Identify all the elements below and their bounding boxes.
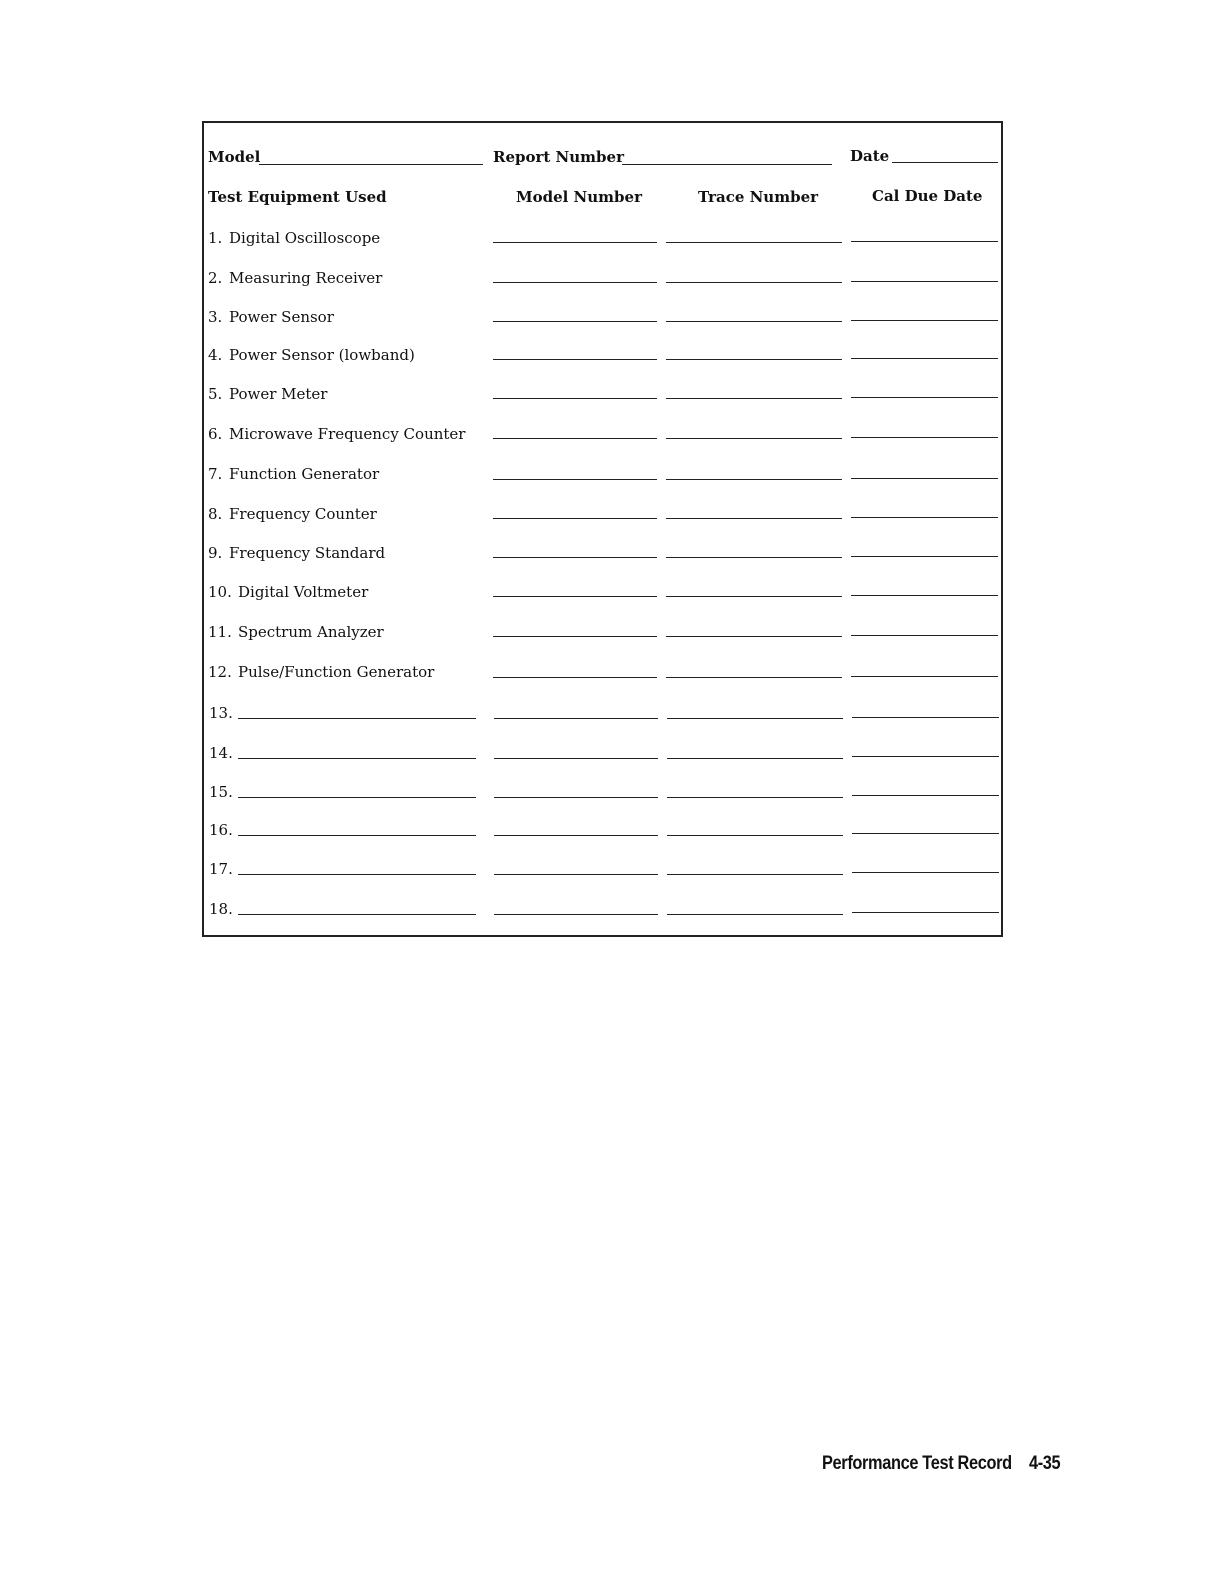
row-number: 13. <box>209 704 233 722</box>
cal-due-date-blank[interactable] <box>851 556 998 557</box>
model-number-blank[interactable] <box>494 758 658 759</box>
row-number: 12. <box>208 663 232 681</box>
equipment-name: Microwave Frequency Counter <box>229 425 466 443</box>
equipment-name-blank[interactable] <box>238 758 476 759</box>
row-number: 7. <box>208 465 223 483</box>
row-number: 11. <box>208 623 232 641</box>
cal-due-date-blank[interactable] <box>852 833 999 834</box>
equipment-name: Frequency Counter <box>229 505 377 523</box>
equipment-name-blank[interactable] <box>238 835 476 836</box>
trace-number-blank[interactable] <box>666 438 842 439</box>
model-label: Model <box>208 148 261 166</box>
row-number: 2. <box>208 269 223 287</box>
equipment-name: Power Sensor <box>229 308 334 326</box>
cal-due-date-blank[interactable] <box>852 756 999 757</box>
equipment-name-blank[interactable] <box>238 718 476 719</box>
equipment-name: Frequency Standard <box>229 544 386 562</box>
row-number: 18. <box>209 900 233 918</box>
trace-number-blank[interactable] <box>667 874 843 875</box>
cal-due-date-blank[interactable] <box>851 595 998 596</box>
row-number: 10. <box>208 583 232 601</box>
trace-number-blank[interactable] <box>666 636 842 637</box>
report-number-label: Report Number <box>493 148 624 166</box>
trace-number-blank[interactable] <box>666 282 842 283</box>
model-number-blank[interactable] <box>493 518 657 519</box>
model-number-blank[interactable] <box>493 677 657 678</box>
report-number-blank[interactable] <box>622 164 832 165</box>
row-number: 6. <box>208 425 223 443</box>
column-heading-model-number: Model Number <box>516 188 642 206</box>
model-number-blank[interactable] <box>494 874 658 875</box>
cal-due-date-blank[interactable] <box>851 397 998 398</box>
trace-number-blank[interactable] <box>667 718 843 719</box>
row-number: 17. <box>209 860 233 878</box>
row-number: 14. <box>209 744 233 762</box>
page-footer <box>822 1453 1060 1475</box>
equipment-name-blank[interactable] <box>238 914 476 915</box>
equipment-name: Digital Voltmeter <box>238 583 369 601</box>
cal-due-date-blank[interactable] <box>852 872 999 873</box>
date-blank[interactable] <box>892 162 998 163</box>
model-number-blank[interactable] <box>493 636 657 637</box>
model-number-blank[interactable] <box>493 242 657 243</box>
column-heading-trace-number: Trace Number <box>698 188 819 206</box>
trace-number-blank[interactable] <box>667 835 843 836</box>
row-number: 3. <box>208 308 223 326</box>
cal-due-date-blank[interactable] <box>851 437 998 438</box>
model-number-blank[interactable] <box>493 282 657 283</box>
cal-due-date-blank[interactable] <box>851 517 998 518</box>
column-heading-cal-due-date: Cal Due Date <box>872 187 983 205</box>
equipment-name: Spectrum Analyzer <box>238 623 384 641</box>
equipment-name-blank[interactable] <box>238 797 476 798</box>
trace-number-blank[interactable] <box>667 758 843 759</box>
equipment-name: Power Sensor (lowband) <box>229 346 415 364</box>
equipment-name: Pulse/Function Generator <box>238 663 435 681</box>
cal-due-date-blank[interactable] <box>852 717 999 718</box>
cal-due-date-blank[interactable] <box>851 635 998 636</box>
equipment-name: Digital Oscilloscope <box>229 229 381 247</box>
trace-number-blank[interactable] <box>666 359 842 360</box>
row-number: 5. <box>208 385 223 403</box>
cal-due-date-blank[interactable] <box>851 281 998 282</box>
cal-due-date-blank[interactable] <box>851 358 998 359</box>
cal-due-date-blank[interactable] <box>852 795 999 796</box>
trace-number-blank[interactable] <box>666 677 842 678</box>
model-number-blank[interactable] <box>493 398 657 399</box>
model-number-blank[interactable] <box>494 914 658 915</box>
model-number-blank[interactable] <box>493 359 657 360</box>
trace-number-blank[interactable] <box>667 797 843 798</box>
model-number-blank[interactable] <box>493 321 657 322</box>
trace-number-blank[interactable] <box>666 321 842 322</box>
model-number-blank[interactable] <box>493 596 657 597</box>
row-number: 8. <box>208 505 223 523</box>
cal-due-date-blank[interactable] <box>851 241 998 242</box>
model-number-blank[interactable] <box>493 557 657 558</box>
trace-number-blank[interactable] <box>666 242 842 243</box>
trace-number-blank[interactable] <box>667 914 843 915</box>
equipment-name: Measuring Receiver <box>229 269 383 287</box>
trace-number-blank[interactable] <box>666 518 842 519</box>
date-label: Date <box>850 147 890 165</box>
model-number-blank[interactable] <box>493 479 657 480</box>
row-number: 4. <box>208 346 223 364</box>
row-number: 1. <box>208 229 223 247</box>
cal-due-date-blank[interactable] <box>852 912 999 913</box>
row-number: 9. <box>208 544 223 562</box>
trace-number-blank[interactable] <box>666 398 842 399</box>
equipment-name: Power Meter <box>229 385 328 403</box>
model-blank[interactable] <box>259 164 483 165</box>
model-number-blank[interactable] <box>493 438 657 439</box>
cal-due-date-blank[interactable] <box>851 320 998 321</box>
trace-number-blank[interactable] <box>666 596 842 597</box>
trace-number-blank[interactable] <box>666 479 842 480</box>
column-heading-equipment: Test Equipment Used <box>208 188 387 206</box>
footer-title: Performance Test Record <box>822 1453 1012 1474</box>
cal-due-date-blank[interactable] <box>851 676 998 677</box>
model-number-blank[interactable] <box>494 797 658 798</box>
equipment-name: Function Generator <box>229 465 380 483</box>
row-number: 16. <box>209 821 233 839</box>
cal-due-date-blank[interactable] <box>851 478 998 479</box>
trace-number-blank[interactable] <box>666 557 842 558</box>
equipment-name-blank[interactable] <box>238 874 476 875</box>
row-number: 15. <box>209 783 233 801</box>
model-number-blank[interactable] <box>494 835 658 836</box>
model-number-blank[interactable] <box>494 718 658 719</box>
page-number: 4-35 <box>1028 1453 1061 1474</box>
